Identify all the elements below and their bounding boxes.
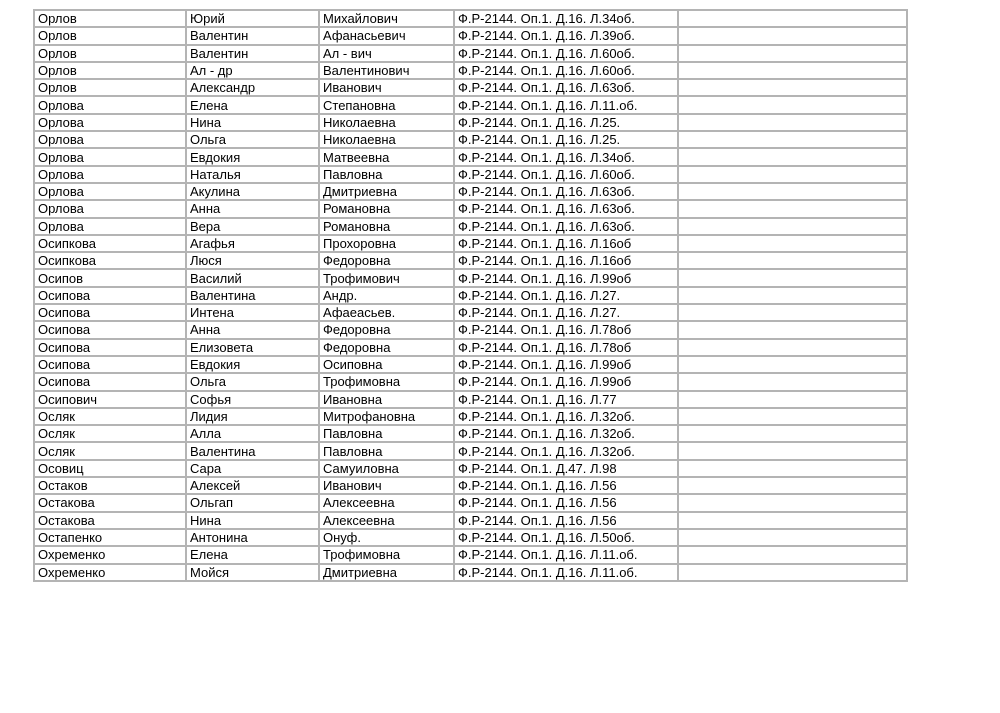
archive-reference-cell: Ф.Р-2144. Оп.1. Д.16. Л.78об — [454, 339, 678, 356]
first-name-cell: Софья — [186, 391, 319, 408]
surname-cell: Орлова — [34, 218, 186, 235]
archive-reference-cell: Ф.Р-2144. Оп.1. Д.16. Л.99об — [454, 373, 678, 390]
archive-reference-cell: Ф.Р-2144. Оп.1. Д.16. Л.34об. — [454, 10, 678, 27]
surname-cell: Орлова — [34, 166, 186, 183]
archive-reference-cell: Ф.Р-2144. Оп.1. Д.16. Л.32об. — [454, 408, 678, 425]
surname-cell: Осипова — [34, 373, 186, 390]
table-row — [34, 148, 907, 165]
table-row — [34, 200, 907, 217]
patronymic-cell: Иванович — [319, 79, 454, 96]
surname-cell: Орлов — [34, 79, 186, 96]
patronymic-cell: Федоровна — [319, 339, 454, 356]
first-name-cell: Елена — [186, 546, 319, 563]
archive-reference-cell: Ф.Р-2144. Оп.1. Д.16. Л.32об. — [454, 442, 678, 459]
table-row — [34, 96, 907, 113]
archive-reference-cell: Ф.Р-2144. Оп.1. Д.16. Л.63об. — [454, 200, 678, 217]
note-cell — [678, 252, 907, 269]
surname-cell: Остаков — [34, 477, 186, 494]
table-row — [34, 10, 907, 27]
table-row — [34, 304, 907, 321]
note-cell — [678, 287, 907, 304]
archive-reference-cell: Ф.Р-2144. Оп.1. Д.16. Л.99об — [454, 356, 678, 373]
first-name-cell: Ольга — [186, 131, 319, 148]
first-name-cell: Ольгап — [186, 494, 319, 511]
table-row — [34, 45, 907, 62]
surname-cell: Орлова — [34, 114, 186, 131]
first-name-cell: Валентин — [186, 45, 319, 62]
note-cell — [678, 218, 907, 235]
note-cell — [678, 27, 907, 44]
note-cell — [678, 166, 907, 183]
patronymic-cell: Романовна — [319, 200, 454, 217]
table-row — [34, 546, 907, 563]
records-body — [34, 10, 907, 581]
table-row — [34, 183, 907, 200]
first-name-cell: Нина — [186, 114, 319, 131]
note-cell — [678, 529, 907, 546]
note-cell — [678, 477, 907, 494]
note-cell — [678, 79, 907, 96]
note-cell — [678, 148, 907, 165]
surname-cell: Осляк — [34, 408, 186, 425]
patronymic-cell: Иванович — [319, 477, 454, 494]
patronymic-cell: Павловна — [319, 425, 454, 442]
archive-reference-cell: Ф.Р-2144. Оп.1. Д.16. Л.60об. — [454, 62, 678, 79]
first-name-cell: Наталья — [186, 166, 319, 183]
patronymic-cell: Матвеевна — [319, 148, 454, 165]
surname-cell: Охременко — [34, 546, 186, 563]
surname-cell: Орлов — [34, 62, 186, 79]
archive-reference-cell: Ф.Р-2144. Оп.1. Д.16. Л.63об. — [454, 218, 678, 235]
surname-cell: Осипова — [34, 304, 186, 321]
surname-cell: Осляк — [34, 425, 186, 442]
surname-cell: Осипова — [34, 339, 186, 356]
patronymic-cell: Алексеевна — [319, 494, 454, 511]
archive-reference-cell: Ф.Р-2144. Оп.1. Д.16. Л.77 — [454, 391, 678, 408]
first-name-cell: Лидия — [186, 408, 319, 425]
note-cell — [678, 391, 907, 408]
table-row — [34, 287, 907, 304]
first-name-cell: Анна — [186, 321, 319, 338]
first-name-cell: Вера — [186, 218, 319, 235]
note-cell — [678, 425, 907, 442]
note-cell — [678, 62, 907, 79]
archive-reference-cell: Ф.Р-2144. Оп.1. Д.16. Л.11.об. — [454, 96, 678, 113]
records-table — [33, 9, 908, 582]
archive-reference-cell: Ф.Р-2144. Оп.1. Д.16. Л.60об. — [454, 166, 678, 183]
archive-reference-cell: Ф.Р-2144. Оп.1. Д.16. Л.56 — [454, 494, 678, 511]
table-row — [34, 477, 907, 494]
surname-cell: Осипова — [34, 356, 186, 373]
archive-reference-cell: Ф.Р-2144. Оп.1. Д.16. Л.63об. — [454, 183, 678, 200]
table-row — [34, 442, 907, 459]
table-row — [34, 425, 907, 442]
note-cell — [678, 114, 907, 131]
table-row — [34, 62, 907, 79]
archive-reference-cell: Ф.Р-2144. Оп.1. Д.16. Л.25. — [454, 114, 678, 131]
first-name-cell: Юрий — [186, 10, 319, 27]
table-row — [34, 269, 907, 286]
table-row — [34, 114, 907, 131]
first-name-cell: Евдокия — [186, 148, 319, 165]
patronymic-cell: Алексеевна — [319, 512, 454, 529]
surname-cell: Осляк — [34, 442, 186, 459]
first-name-cell: Люся — [186, 252, 319, 269]
surname-cell: Орлова — [34, 96, 186, 113]
patronymic-cell: Павловна — [319, 166, 454, 183]
first-name-cell: Акулина — [186, 183, 319, 200]
patronymic-cell: Ивановна — [319, 391, 454, 408]
archive-reference-cell: Ф.Р-2144. Оп.1. Д.16. Л.39об. — [454, 27, 678, 44]
table-row — [34, 460, 907, 477]
note-cell — [678, 200, 907, 217]
archive-reference-cell: Ф.Р-2144. Оп.1. Д.16. Л.27. — [454, 304, 678, 321]
surname-cell: Орлов — [34, 27, 186, 44]
patronymic-cell: Андр. — [319, 287, 454, 304]
patronymic-cell: Михайлович — [319, 10, 454, 27]
table-row — [34, 408, 907, 425]
first-name-cell: Алла — [186, 425, 319, 442]
note-cell — [678, 96, 907, 113]
table-row — [34, 512, 907, 529]
archive-reference-cell: Ф.Р-2144. Оп.1. Д.16. Л.27. — [454, 287, 678, 304]
table-row — [34, 252, 907, 269]
patronymic-cell: Самуиловна — [319, 460, 454, 477]
patronymic-cell: Трофимовна — [319, 546, 454, 563]
first-name-cell: Интена — [186, 304, 319, 321]
note-cell — [678, 546, 907, 563]
table-row — [34, 27, 907, 44]
archive-reference-cell: Ф.Р-2144. Оп.1. Д.16. Л.50об. — [454, 529, 678, 546]
table-row — [34, 339, 907, 356]
table-row — [34, 529, 907, 546]
archive-reference-cell: Ф.Р-2144. Оп.1. Д.16. Л.60об. — [454, 45, 678, 62]
first-name-cell: Агафья — [186, 235, 319, 252]
note-cell — [678, 131, 907, 148]
table-row — [34, 494, 907, 511]
first-name-cell: Валентина — [186, 442, 319, 459]
surname-cell: Осипова — [34, 321, 186, 338]
first-name-cell: Валентин — [186, 27, 319, 44]
patronymic-cell: Федоровна — [319, 252, 454, 269]
archive-reference-cell: Ф.Р-2144. Оп.1. Д.16. Л.11.об. — [454, 564, 678, 581]
table-row — [34, 391, 907, 408]
patronymic-cell: Осиповна — [319, 356, 454, 373]
archive-reference-cell: Ф.Р-2144. Оп.1. Д.47. Л.98 — [454, 460, 678, 477]
first-name-cell: Елена — [186, 96, 319, 113]
note-cell — [678, 339, 907, 356]
first-name-cell: Евдокия — [186, 356, 319, 373]
note-cell — [678, 235, 907, 252]
surname-cell: Охременко — [34, 564, 186, 581]
archive-reference-cell: Ф.Р-2144. Оп.1. Д.16. Л.16об — [454, 252, 678, 269]
surname-cell: Осипов — [34, 269, 186, 286]
patronymic-cell: Онуф. — [319, 529, 454, 546]
surname-cell: Остапенко — [34, 529, 186, 546]
first-name-cell: Валентина — [186, 287, 319, 304]
surname-cell: Остакова — [34, 512, 186, 529]
note-cell — [678, 304, 907, 321]
note-cell — [678, 356, 907, 373]
note-cell — [678, 321, 907, 338]
archive-reference-cell: Ф.Р-2144. Оп.1. Д.16. Л.56 — [454, 477, 678, 494]
archive-reference-cell: Ф.Р-2144. Оп.1. Д.16. Л.32об. — [454, 425, 678, 442]
note-cell — [678, 183, 907, 200]
surname-cell: Орлова — [34, 200, 186, 217]
note-cell — [678, 494, 907, 511]
note-cell — [678, 512, 907, 529]
surname-cell: Орлов — [34, 10, 186, 27]
note-cell — [678, 564, 907, 581]
archive-reference-cell: Ф.Р-2144. Оп.1. Д.16. Л.34об. — [454, 148, 678, 165]
table-row — [34, 131, 907, 148]
first-name-cell: Александр — [186, 79, 319, 96]
note-cell — [678, 460, 907, 477]
table-row — [34, 166, 907, 183]
patronymic-cell: Николаевна — [319, 131, 454, 148]
patronymic-cell: Федоровна — [319, 321, 454, 338]
patronymic-cell: Валентинович — [319, 62, 454, 79]
patronymic-cell: Дмитриевна — [319, 183, 454, 200]
patronymic-cell: Афанасьевич — [319, 27, 454, 44]
first-name-cell: Антонина — [186, 529, 319, 546]
table-row — [34, 235, 907, 252]
first-name-cell: Анна — [186, 200, 319, 217]
note-cell — [678, 442, 907, 459]
surname-cell: Осипова — [34, 287, 186, 304]
archive-reference-cell: Ф.Р-2144. Оп.1. Д.16. Л.78об — [454, 321, 678, 338]
surname-cell: Орлова — [34, 148, 186, 165]
surname-cell: Орлова — [34, 131, 186, 148]
first-name-cell: Василий — [186, 269, 319, 286]
surname-cell: Орлова — [34, 183, 186, 200]
patronymic-cell: Митрофановна — [319, 408, 454, 425]
first-name-cell: Нина — [186, 512, 319, 529]
patronymic-cell: Дмитриевна — [319, 564, 454, 581]
archive-reference-cell: Ф.Р-2144. Оп.1. Д.16. Л.56 — [454, 512, 678, 529]
surname-cell: Осипкова — [34, 252, 186, 269]
note-cell — [678, 408, 907, 425]
table-row — [34, 373, 907, 390]
first-name-cell: Елизовета — [186, 339, 319, 356]
patronymic-cell: Павловна — [319, 442, 454, 459]
patronymic-cell: Трофимовна — [319, 373, 454, 390]
surname-cell: Остакова — [34, 494, 186, 511]
note-cell — [678, 373, 907, 390]
surname-cell: Осовиц — [34, 460, 186, 477]
archive-reference-cell: Ф.Р-2144. Оп.1. Д.16. Л.63об. — [454, 79, 678, 96]
archive-reference-cell: Ф.Р-2144. Оп.1. Д.16. Л.99об — [454, 269, 678, 286]
patronymic-cell: Афаеасьев. — [319, 304, 454, 321]
archive-reference-cell: Ф.Р-2144. Оп.1. Д.16. Л.11.об. — [454, 546, 678, 563]
first-name-cell: Ал - др — [186, 62, 319, 79]
note-cell — [678, 45, 907, 62]
patronymic-cell: Прохоровна — [319, 235, 454, 252]
first-name-cell: Алексей — [186, 477, 319, 494]
first-name-cell: Сара — [186, 460, 319, 477]
table-row — [34, 564, 907, 581]
table-row — [34, 218, 907, 235]
table-row — [34, 356, 907, 373]
table-row — [34, 79, 907, 96]
first-name-cell: Мойся — [186, 564, 319, 581]
patronymic-cell: Трофимович — [319, 269, 454, 286]
patronymic-cell: Ал - вич — [319, 45, 454, 62]
note-cell — [678, 269, 907, 286]
surname-cell: Осипкова — [34, 235, 186, 252]
first-name-cell: Ольга — [186, 373, 319, 390]
archive-reference-cell: Ф.Р-2144. Оп.1. Д.16. Л.16об — [454, 235, 678, 252]
archive-reference-cell: Ф.Р-2144. Оп.1. Д.16. Л.25. — [454, 131, 678, 148]
surname-cell: Осипович — [34, 391, 186, 408]
patronymic-cell: Николаевна — [319, 114, 454, 131]
table-row — [34, 321, 907, 338]
patronymic-cell: Романовна — [319, 218, 454, 235]
patronymic-cell: Степановна — [319, 96, 454, 113]
surname-cell: Орлов — [34, 45, 186, 62]
note-cell — [678, 10, 907, 27]
